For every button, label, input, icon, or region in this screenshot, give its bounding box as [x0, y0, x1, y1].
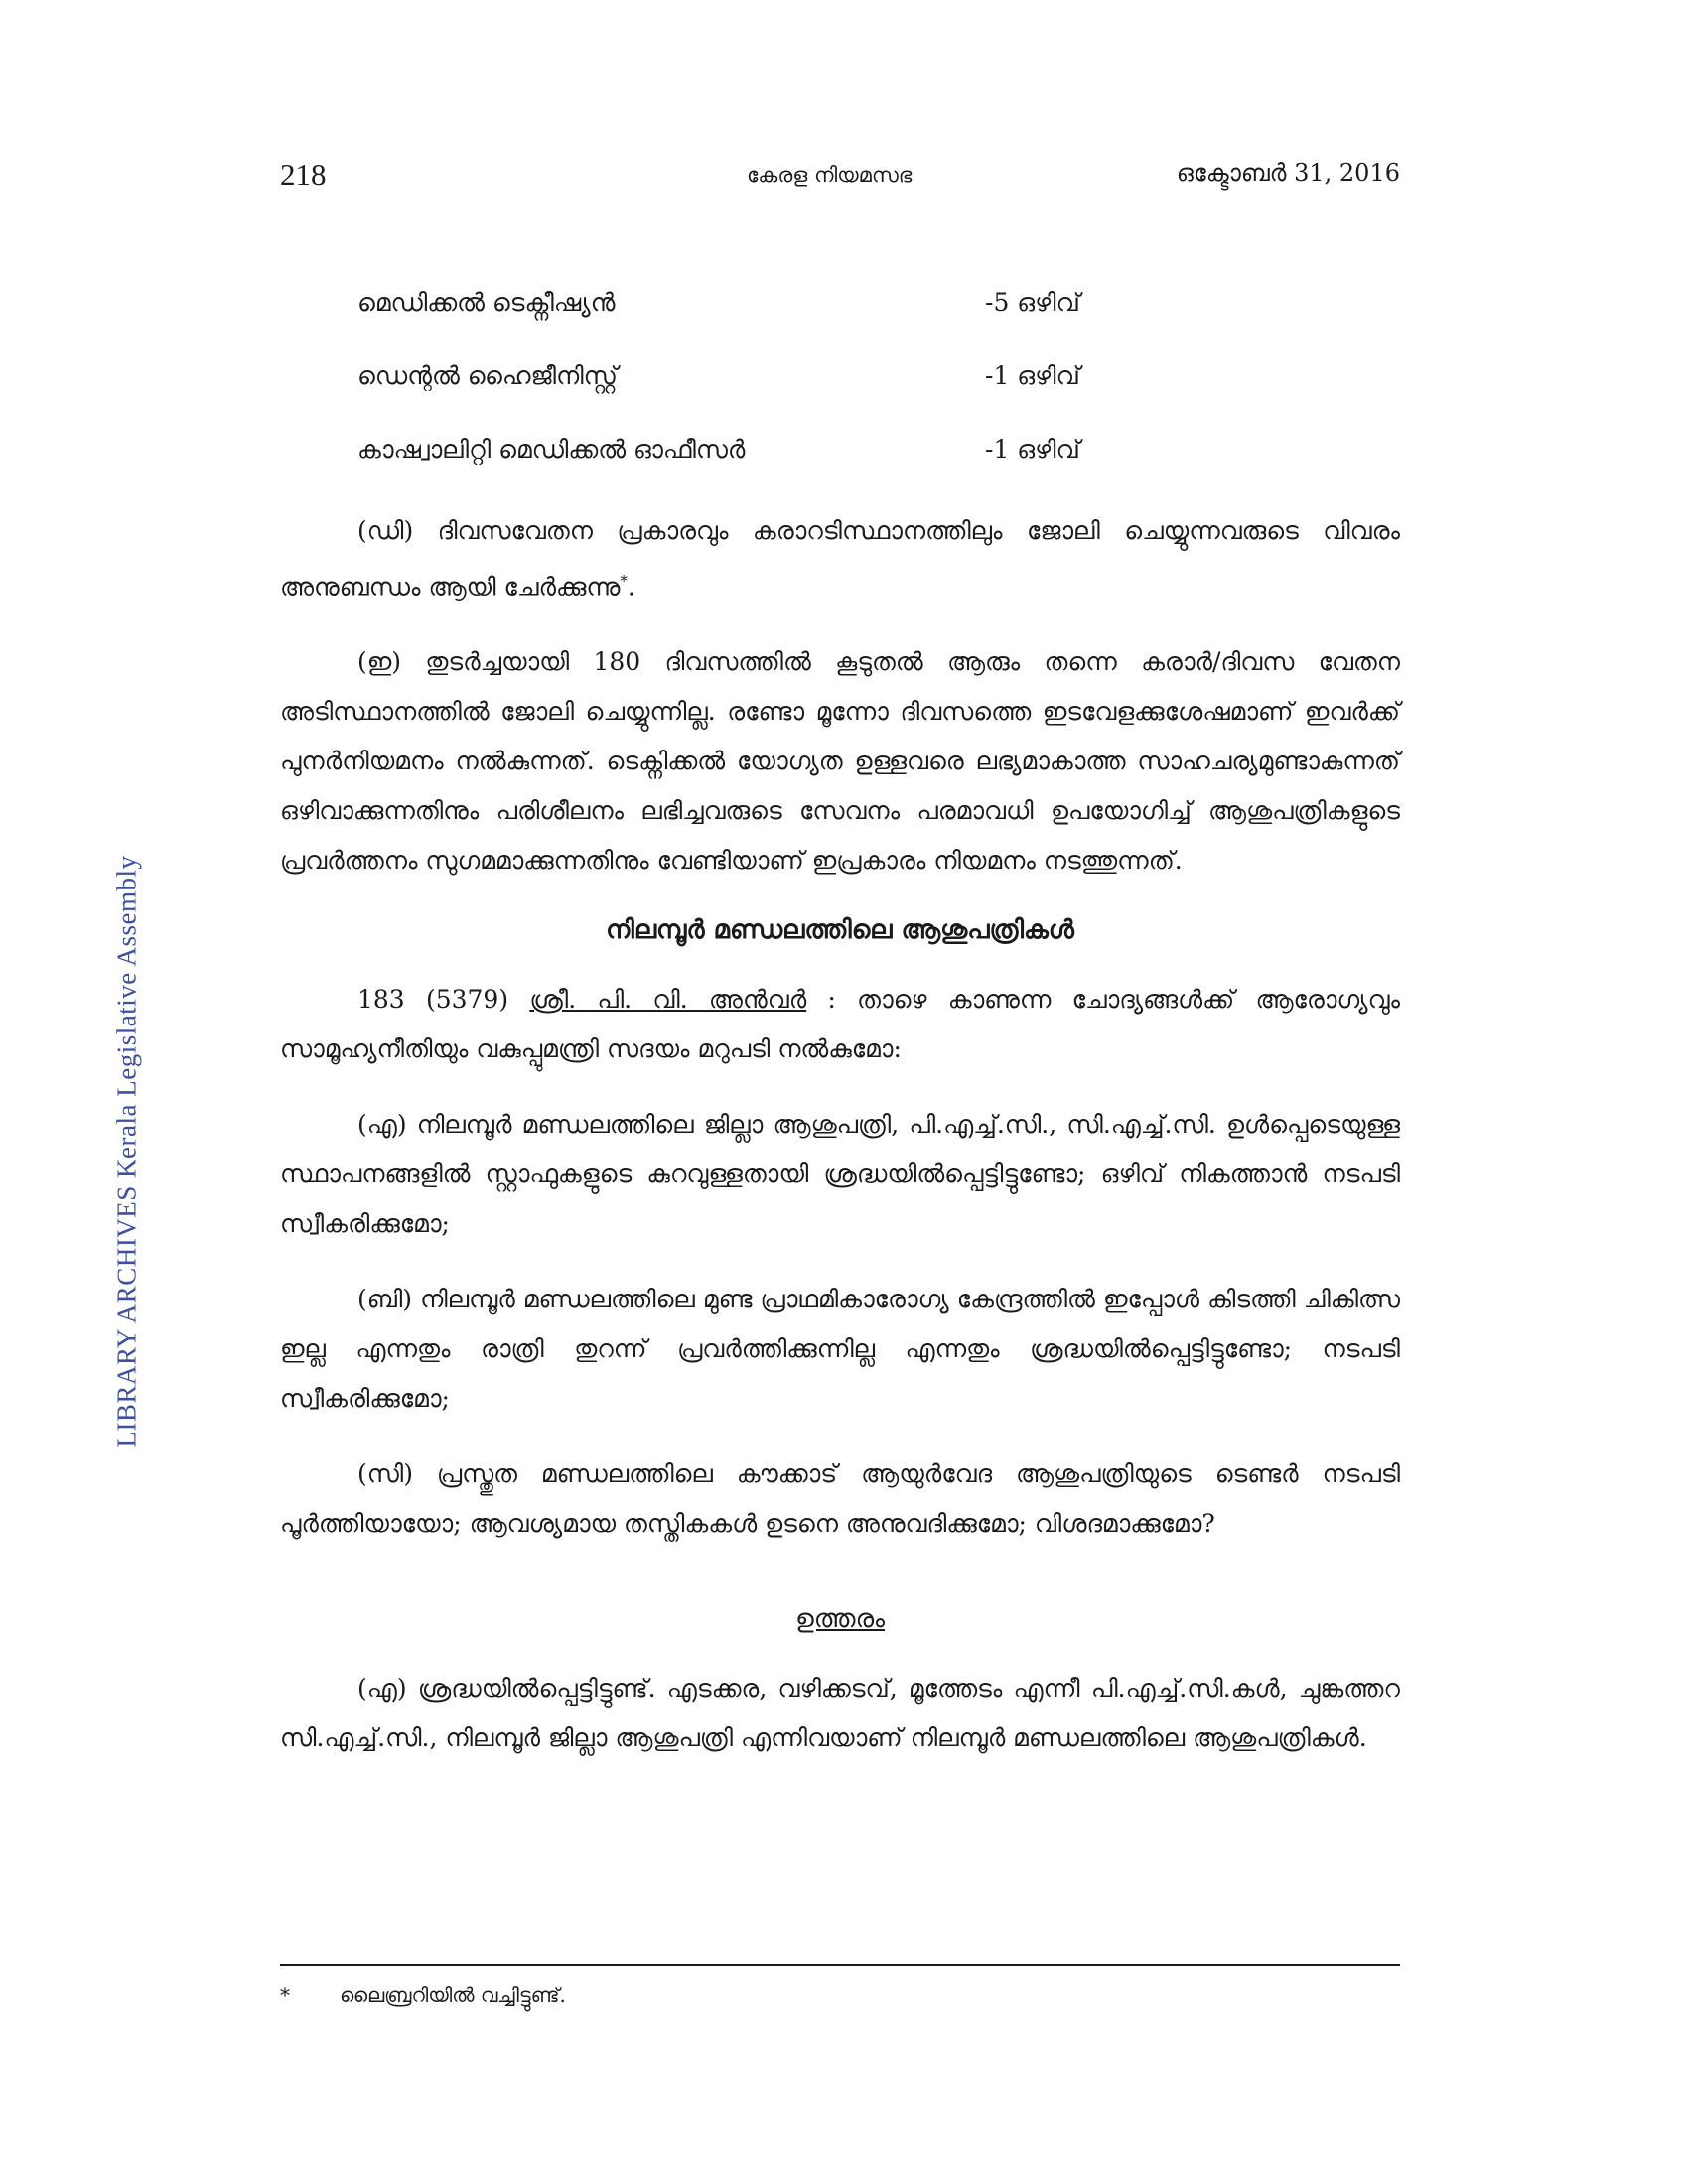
footnote-divider [280, 1964, 1400, 1966]
section-heading: നിലമ്പൂർ മണ്ഡലത്തിലെ ആശുപത്രികൾ [606, 915, 1074, 946]
footnote [280, 1983, 1400, 2007]
header-date: ഒക്ടോബർ 31, 2016 [1176, 159, 1400, 187]
answer-title: ഉത്തരം [795, 1604, 885, 1635]
question-a: (എ) നിലമ്പൂർ മണ്ഡലത്തിലെ ജില്ലാ ആശുപത്രി, പി.എച്ച്.സി., സി.എച്ച്.സി. ഉൾപ്പെടെയുള്ള സ്ഥാപനങ്ങളിൽ സ്റ്റാഫുകളുടെ കുറവുള്ളതായി ശ്രദ്ധയിൽപ്പെട്ടിട്ടുണ്ടോ; ഒഴിവ് നികത്താൻ നടപടി സ്വീകരിക്കുമോ; [280, 1110, 1400, 1239]
vacancy-count: -1 ഒഴിവ് [985, 435, 1080, 464]
paragraph-d-end: . [627, 572, 635, 602]
vacancy-row [280, 413, 1400, 486]
member-name: ശ്രീ. പി. വി. അൻവർ [529, 985, 807, 1015]
vacancy-post: മെഡിക്കൽ ടെക്നീഷ്യൻ [357, 288, 616, 317]
footnote-mark: * [280, 1983, 290, 2007]
footnote-text: ലൈബ്രറിയിൽ വച്ചിട്ടുണ്ട്. [340, 1983, 566, 2007]
paragraph-e: (ഇ) തുടർച്ചയായി 180 ദിവസത്തിൽ കൂടുതൽ ആരും തന്നെ കരാർ/ദിവസ വേതന അടിസ്ഥാനത്തിൽ ജോലി ചെയ്യുന്നില്ല. രണ്ടോ മൂന്നോ ദിവസത്തെ ഇടവേളക്കുശേഷമാണ് ഇവർക്ക് പുനർനിയമനം നൽകുന്നത്. ടെക്നിക്കൽ യോഗ്യത ഉള്ളവരെ ലഭ്യമാകാത്ത സാഹചര്യമുണ്ടാകുന്നത് ഒഴിവാക്കുന്നതിനും പരിശീലനം ലഭിച്ചവരുടെ സേവനം പരമാവധി ഉപയോഗിച്ച് ആശുപത്രികളുടെ പ്രവർത്തനം സുഗമമാക്കുന്നതിനും വേണ്ടിയാണ് ഇപ്രകാരം നിയമനം നടത്തുന്നത്. [280, 647, 1400, 876]
vacancy-count: -5 ഒഴിവ് [985, 288, 1080, 317]
page-body [280, 266, 1400, 1763]
vacancy-row [280, 340, 1400, 413]
vacancy-post: ഡെന്റൽ ഹൈജീനിസ്റ്റ് [357, 361, 618, 390]
running-title: കേരള നിയമസഭ [747, 163, 913, 187]
answer-a: (എ) ശ്രദ്ധയിൽപ്പെട്ടിട്ടുണ്ട്. എടക്കര, വഴിക്കടവ്, മൂത്തേടം എന്നീ പി.എച്ച്.സി.കൾ, ചുങ്കത്തറ സി.എച്ച്.സി., നിലമ്പൂർ ജില്ലാ ആശുപത്രി എന്നിവയാണ് നിലമ്പൂർ മണ്ഡലത്തിലെ ആശുപത്രികൾ. [280, 1674, 1400, 1753]
question-b: (ബി) നിലമ്പൂർ മണ്ഡലത്തിലെ മുണ്ട പ്രാഥമികാരോഗ്യ കേന്ദ്രത്തിൽ ഇപ്പോൾ കിടത്തി ചികിത്സ ഇല്ല എന്നതും രാത്രി തുറന്ന് പ്രവർത്തിക്കുന്നില്ല എന്നതും ശ്രദ്ധയിൽപ്പെട്ടിട്ടുണ്ടോ; നടപടി സ്വീകരിക്കുമോ; [280, 1285, 1400, 1414]
question-c: (സി) പ്രസ്തുത മണ്ഡലത്തിലെ കൗക്കാട് ആയുർവേദ ആശുപത്രിയുടെ ടെണ്ടർ നടപടി പൂർത്തിയായോ; ആവശ്യമായ തസ്തികകൾ ഉടനെ അനുവദിക്കുമോ; വിശദമാക്കുമോ? [280, 1459, 1400, 1539]
page-number: 218 [280, 157, 327, 192]
paragraph-d-text: (ഡി) ദിവസവേതന പ്രകാരവും കരാറടിസ്ഥാനത്തിലും ജോലി ചെയ്യുന്നവരുടെ വിവരം അനുബന്ധം ആയി ചേർക്കുന്നു [280, 516, 1400, 602]
question-number: 183 (5379) [357, 985, 509, 1015]
page-header [280, 157, 1400, 197]
footnote-ref: * [620, 572, 628, 590]
vacancy-row [280, 266, 1400, 340]
paragraph-d [280, 506, 1400, 612]
watermark-text: LIBRARY ARCHIVES Kerala Legislative Assembly [111, 855, 142, 1448]
vacancy-post: കാഷ്വാലിറ്റി മെഡിക്കൽ ഓഫീസർ [357, 435, 746, 464]
question-intro-text: : താഴെ കാണുന്ന ചോദ്യങ്ങൾക്ക് ആരോഗ്യവും സാമൂഹ്യനീതിയും വകുപ്പുമന്ത്രി സദയം മറുപടി നൽകുമോ: [280, 985, 1401, 1064]
question-intro [280, 975, 1400, 1074]
vacancy-count: -1 ഒഴിവ് [985, 361, 1080, 390]
